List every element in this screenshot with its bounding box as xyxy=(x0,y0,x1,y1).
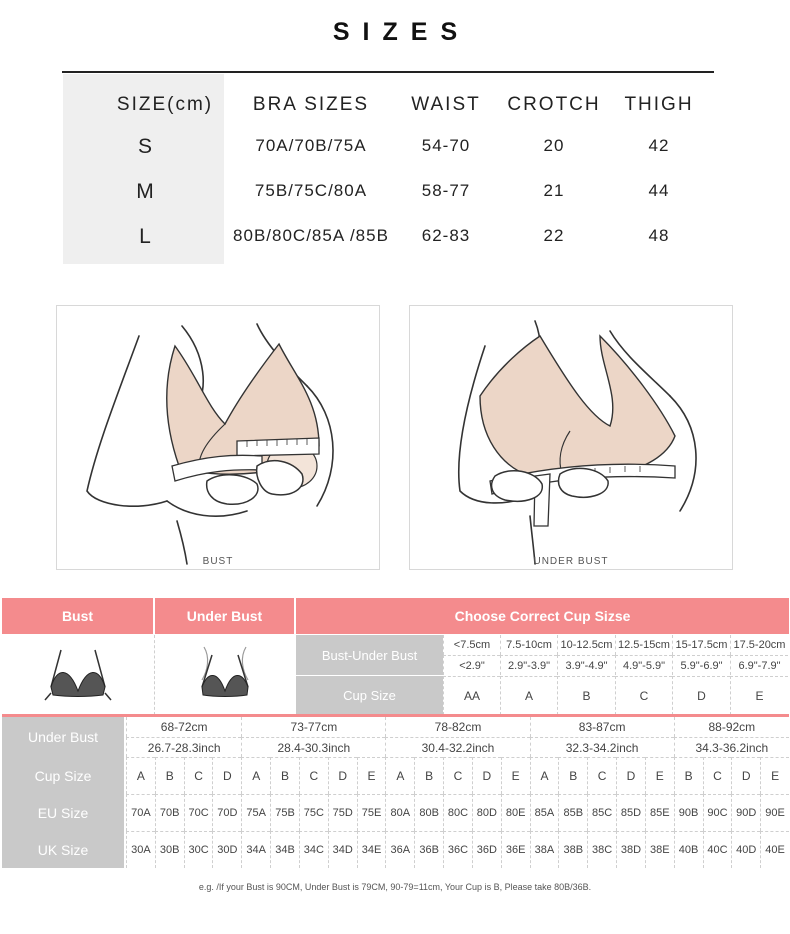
size-table-cell: 44 xyxy=(648,181,670,200)
size-table-cell: 22 xyxy=(543,226,565,245)
section-divider xyxy=(2,714,789,717)
cup-cell: D xyxy=(616,757,645,794)
page-title: SIZES xyxy=(332,18,471,46)
size-table-cell: 70A/70B/75A xyxy=(255,136,367,155)
cup-cell: A xyxy=(385,757,414,794)
under-bust-inch: 34.3-36.2inch xyxy=(674,737,789,757)
cup-cell: C xyxy=(184,757,213,794)
under-bust-inch: 32.3-34.2inch xyxy=(530,737,674,757)
diff-cup: A xyxy=(500,676,557,715)
uk-size-cell: 40B xyxy=(674,831,703,868)
under-bust-cm: 68-72cm xyxy=(126,717,241,737)
diff-cm: 10-12.5cm xyxy=(557,635,615,655)
cup-size-label: Cup Size xyxy=(296,676,443,715)
under-bust-cm: 83-87cm xyxy=(530,717,674,737)
uk-size-cell: 34B xyxy=(270,831,299,868)
cup-cell: A xyxy=(126,757,155,794)
under-bust-inch: 26.7-28.3inch xyxy=(126,737,241,757)
eu-size-cell: 85C xyxy=(587,794,616,831)
cup-cell: D xyxy=(212,757,241,794)
cup-cell: D xyxy=(731,757,760,794)
diff-inch: 5.9"-6.9" xyxy=(672,655,730,675)
eu-size-cell: 75E xyxy=(357,794,386,831)
uk-size-cell: 34D xyxy=(328,831,357,868)
cup-cell: C xyxy=(587,757,616,794)
uk-size-cell: 38C xyxy=(587,831,616,868)
size-table-cell: 54-70 xyxy=(421,136,471,155)
uk-size-cell: 36B xyxy=(414,831,443,868)
cup-cell: C xyxy=(703,757,732,794)
diff-inch: 4.9"-5.9" xyxy=(615,655,672,675)
divider xyxy=(154,635,155,715)
size-table-cell: 80B/80C/85A /85B xyxy=(233,226,389,245)
bra-icon-cell-1 xyxy=(2,635,154,715)
size-table-cell: 75B/75C/80A xyxy=(254,181,368,200)
size-table-header: CROTCH xyxy=(507,94,601,115)
uk-size-cell: 40E xyxy=(760,831,789,868)
eu-size-cell: 85E xyxy=(645,794,674,831)
cup-cell: D xyxy=(328,757,357,794)
eu-size-cell: 75D xyxy=(328,794,357,831)
eu-size-cell: 70A xyxy=(126,794,155,831)
size-table-cell: 20 xyxy=(543,136,565,155)
uk-size-cell: 38E xyxy=(645,831,674,868)
diff-cup: B xyxy=(557,676,615,715)
eu-size-cell: 70D xyxy=(212,794,241,831)
bra-icon xyxy=(43,645,113,705)
cup-cell: E xyxy=(760,757,789,794)
uk-size-cell: 34C xyxy=(299,831,328,868)
diff-cm: 12.5-15cm xyxy=(615,635,672,655)
cup-cell: E xyxy=(645,757,674,794)
cup-cell: D xyxy=(472,757,501,794)
eu-size-cell: 75B xyxy=(270,794,299,831)
size-table-cell: 21 xyxy=(543,181,565,200)
diff-inch: 6.9"-7.9" xyxy=(730,655,788,675)
uk-size-cell: 40D xyxy=(731,831,760,868)
cup-size-chart xyxy=(2,598,789,868)
bra-on-body-icon xyxy=(190,645,260,705)
size-table-header: SIZE(cm) xyxy=(116,94,214,115)
size-row-label: L xyxy=(139,225,151,248)
diff-cup: E xyxy=(730,676,788,715)
cup-cell: C xyxy=(443,757,472,794)
diff-cm: <7.5cm xyxy=(443,635,500,655)
size-row-label: M xyxy=(136,180,154,203)
cup-cell: A xyxy=(530,757,559,794)
size-table-header: BRA SIZES xyxy=(252,94,370,115)
uk-size-cell: 30B xyxy=(155,831,184,868)
row-label-uk: UK Size xyxy=(2,831,124,868)
size-table-header: WAIST xyxy=(411,94,481,115)
uk-size-cell: 36A xyxy=(385,831,414,868)
eu-size-cell: 90D xyxy=(731,794,760,831)
eu-size-cell: 80C xyxy=(443,794,472,831)
diff-inch: <2.9" xyxy=(443,655,500,675)
eu-size-cell: 70C xyxy=(184,794,213,831)
size-row-label: S xyxy=(137,135,152,158)
diff-cm: 7.5-10cm xyxy=(500,635,557,655)
cup-cell: E xyxy=(357,757,386,794)
cup-cell: B xyxy=(155,757,184,794)
under-bust-illustration-panel xyxy=(409,305,733,570)
uk-size-cell: 38A xyxy=(530,831,559,868)
header-bust: Bust xyxy=(2,598,154,634)
uk-size-cell: 40C xyxy=(703,831,732,868)
diff-cup: AA xyxy=(443,676,500,715)
title-divider xyxy=(62,71,714,73)
eu-size-cell: 70B xyxy=(155,794,184,831)
eu-size-cell: 90B xyxy=(674,794,703,831)
cup-cell: C xyxy=(299,757,328,794)
under-bust-inch: 28.4-30.3inch xyxy=(241,737,385,757)
cup-cell: B xyxy=(414,757,443,794)
uk-size-cell: 38B xyxy=(558,831,587,868)
under-bust-cm: 78-82cm xyxy=(385,717,529,737)
uk-size-cell: 34E xyxy=(357,831,386,868)
eu-size-cell: 80E xyxy=(501,794,530,831)
eu-size-cell: 90E xyxy=(760,794,789,831)
uk-size-cell: 30D xyxy=(212,831,241,868)
eu-size-cell: 75A xyxy=(241,794,270,831)
diff-cm: 15-17.5cm xyxy=(672,635,730,655)
bust-illustration-panel xyxy=(56,305,380,570)
cup-cell: E xyxy=(501,757,530,794)
eu-size-cell: 85A xyxy=(530,794,559,831)
diff-label: Bust-Under Bust xyxy=(296,635,443,675)
row-label-under-bust: Under Bust xyxy=(2,717,124,757)
cup-cell: B xyxy=(558,757,587,794)
header-choose-cup: Choose Correct Cup Sizse xyxy=(296,598,789,634)
uk-size-cell: 38D xyxy=(616,831,645,868)
cup-cell: B xyxy=(674,757,703,794)
cup-cell: B xyxy=(270,757,299,794)
under-bust-caption: UNDER BUST xyxy=(533,556,609,567)
row-label-eu: EU Size xyxy=(2,794,124,831)
under-bust-cm: 88-92cm xyxy=(674,717,789,737)
size-table-header: THIGH xyxy=(624,94,694,115)
diff-inch: 2.9"-3.9" xyxy=(500,655,557,675)
size-table-cell: 42 xyxy=(648,136,670,155)
header-under-bust: Under Bust xyxy=(155,598,295,634)
diff-cup: D xyxy=(672,676,730,715)
diff-inch: 3.9"-4.9" xyxy=(557,655,615,675)
eu-size-cell: 80D xyxy=(472,794,501,831)
eu-size-cell: 75C xyxy=(299,794,328,831)
uk-size-cell: 36E xyxy=(501,831,530,868)
uk-size-cell: 36D xyxy=(472,831,501,868)
eu-size-cell: 90C xyxy=(703,794,732,831)
under-bust-measure-illustration xyxy=(410,306,732,569)
under-bust-cm: 73-77cm xyxy=(241,717,385,737)
size-table-cell: 58-77 xyxy=(421,181,471,200)
cup-cell: A xyxy=(241,757,270,794)
diff-cm: 17.5-20cm xyxy=(730,635,788,655)
example-note: e.g. /If your Bust is 90CM, Under Bust is 79CM, 90-79=11cm, Your Cup is B, Please take 80B/36B. xyxy=(198,882,592,892)
diff-cup: C xyxy=(615,676,672,715)
bra-icon-cell-2 xyxy=(155,635,295,715)
bust-measure-illustration xyxy=(57,306,379,569)
eu-size-cell: 85B xyxy=(558,794,587,831)
eu-size-cell: 80A xyxy=(385,794,414,831)
size-table-cell: 62-83 xyxy=(421,226,471,245)
uk-size-cell: 36C xyxy=(443,831,472,868)
eu-size-cell: 85D xyxy=(616,794,645,831)
uk-size-cell: 30A xyxy=(126,831,155,868)
under-bust-inch: 30.4-32.2inch xyxy=(385,737,529,757)
uk-size-cell: 30C xyxy=(184,831,213,868)
size-table-cell: 48 xyxy=(648,226,670,245)
bust-caption: BUST xyxy=(202,556,234,567)
uk-size-cell: 34A xyxy=(241,831,270,868)
row-label-cup: Cup Size xyxy=(2,757,124,794)
eu-size-cell: 80B xyxy=(414,794,443,831)
